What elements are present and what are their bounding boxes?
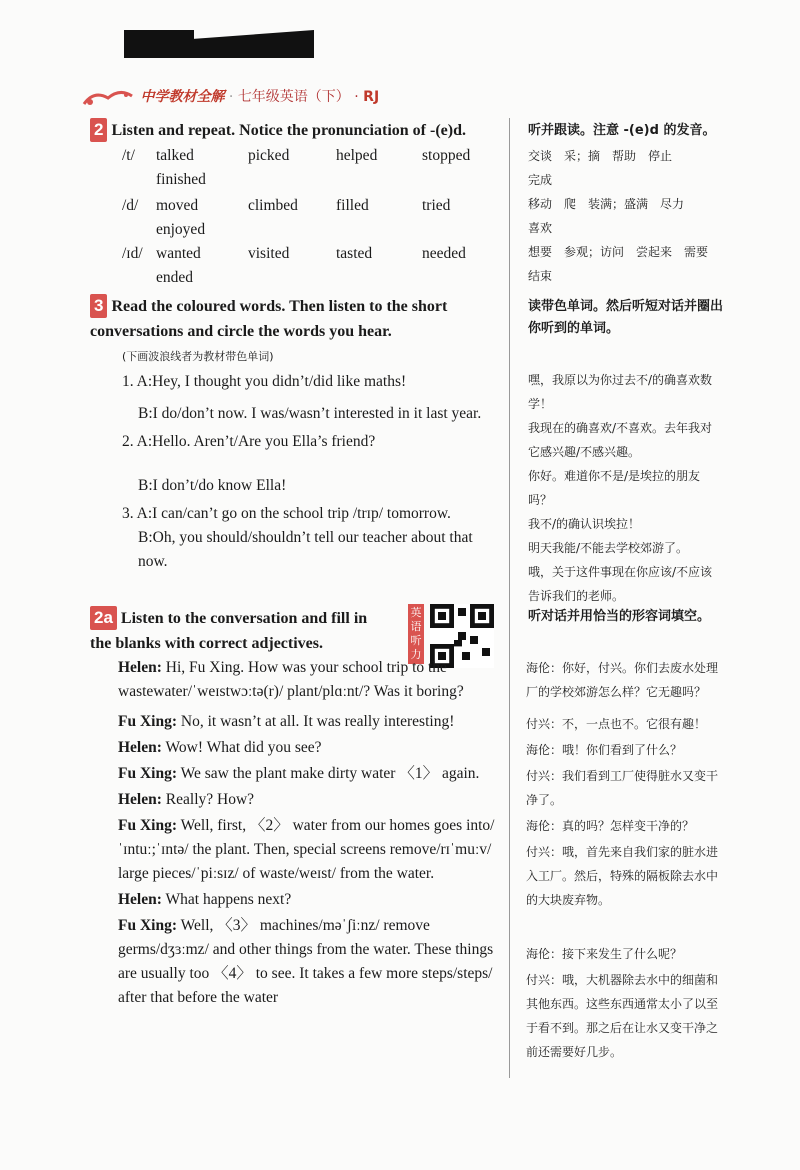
- dialogue-text: Well, first, 〈2〉 water from our homes goes into/ˈɪntuː;ˈɪntə/ the plant. Then, special screens remove/rɪˈmuːv/ large pieces/ˈpiːsɪz/ of waste/weɪst/ from the water.: [118, 817, 495, 882]
- task-2-heading: [90, 118, 466, 143]
- dialogue-text: We saw the plant make dirty water 〈1〉 again.: [180, 765, 480, 782]
- task-3-heading: [90, 294, 502, 344]
- pronunciation-row: /d/ moved climbed filled tried enjoyed: [122, 197, 451, 238]
- dialogue-line: Helen: Hi, Fu Xing. How was your school trip to the wastewater/ˈweɪstwɔːtə(r)/ plant/plɑːnt/? Was it boring?: [118, 659, 464, 700]
- task-2-translation: 听并跟读。注意 -(e)d 的发音。: [528, 123, 716, 138]
- dialogue-line: Helen: Really? How?: [118, 791, 255, 808]
- dialogue-translations: 海伦：你好，付兴。你们去废水处理厂的学校郊游怎么样？它无趣吗？ 付兴：不，一点也不。它很有趣！ 海伦：哦！你们看到了什么？ 付兴：我们看到工厂使得脏水又变干净了。 海伦：真的吗？怎样变干净的？ 付兴：哦，首先来自我们家的脏水进入工厂。然后，特殊的隔板除去水中的大块废弃物。 海伦：接下来发生了什么呢？ 付兴：哦，大机器除去水中的细菌和其他东西。这些东西通常太小了以至于看不到。那之后在让水又变干净之前还需要好几步。: [526, 661, 719, 1059]
- pronunciation-translations: 交谈 采；摘 帮助 停止 完成 移动 爬 装满；盛满 尽力 喜欢 想要 参观；访问 尝起来 需要 结束: [528, 149, 709, 283]
- speaker-name: Fu Xing: [118, 713, 172, 730]
- pronunciation-row: /ɪd/ wanted visited tasted needed ended: [122, 245, 466, 286]
- qr-label: 英语听力: [408, 604, 424, 664]
- task-3-translation: 读带色单词。然后听短对话并圈出你听到的单词。: [528, 299, 724, 336]
- task-instruction: Listen to the conversation and fill in the blanks with correct adjectives.: [90, 610, 368, 652]
- task-2a-translation: 听对话并用恰当的形容词填空。: [528, 609, 711, 624]
- speaker-name: Helen: [118, 659, 157, 676]
- dialogue-text: What happens next?: [165, 891, 292, 908]
- conversation-line: 2. A:Hello. Aren’t/Are you Ella’s friend?: [122, 433, 376, 450]
- book-edition: RJ: [363, 89, 380, 105]
- dialogue-text: Wow! What did you see?: [165, 739, 322, 756]
- dialogue-text: No, it wasn’t at all. It was really interesting!: [180, 713, 455, 730]
- speaker-name: Fu Xing: [118, 917, 172, 934]
- task-instruction: Read the coloured words. Then listen to the short conversations and circle the words you hear.: [90, 298, 448, 340]
- dialogue: [118, 656, 500, 1010]
- dialogue-line: Helen: What happens next?: [118, 891, 292, 908]
- dialogue-line: Fu Xing: Well, first, 〈2〉 water from our homes goes into/ˈɪntuː;ˈɪntə/ the plant. Then, special screens remove/rɪˈmuːv/ large pieces/ˈpiːsɪz/ of waste/weɪst/ from the water.: [118, 817, 495, 882]
- task-number-badge: 2: [90, 118, 107, 142]
- book-grade: 七年级英语（下）: [237, 89, 350, 105]
- conversation-line: 3. A:I can/can’t go on the school trip /trɪp/ tomorrow.: [122, 505, 451, 522]
- conversation-list: [122, 370, 500, 574]
- conversation-line: B:I do/don’t now. I was/wasn’t interested in it last year.: [138, 405, 482, 422]
- speaker-name: Helen: [118, 791, 157, 808]
- task-3-note: (下画波浪线者为教材带色单词): [122, 350, 274, 363]
- dialogue-line: Fu Xing: No, it wasn’t at all. It was really interesting!: [118, 713, 455, 730]
- dialogue-text: Well, 〈3〉 machines/məˈʃiːnz/ remove germs/dʒɜːmz/ and other things from the water. These things are usually too 〈4〉 to see. It takes a few more steps/steps/ after that before the water: [118, 917, 494, 1006]
- book-title: 中学教材全解: [140, 89, 225, 105]
- book-logo-icon: [80, 86, 136, 108]
- dialogue-line: Helen: Wow! What did you see?: [118, 739, 322, 756]
- dialogue-line: Fu Xing: We saw the plant make dirty water 〈1〉 again.: [118, 765, 480, 782]
- pronunciation-row: /t/ talked picked helped stopped finished: [122, 147, 471, 188]
- conversation-line: 1. A:Hey, I thought you didn’t/did like maths!: [122, 373, 407, 390]
- speaker-name: Fu Xing: [118, 817, 172, 834]
- task-number-badge: 3: [90, 294, 107, 318]
- page-corner-decoration-block: [124, 30, 194, 56]
- conversation-translations: 嘿，我原以为你过去不/的确喜欢数学！ 我现在的确喜欢/不喜欢。去年我对它感兴趣/不感兴趣。 你好。难道你不是/是埃拉的朋友吗？ 我不/的确认识埃拉！ 明天我能/不能去学校郊游了。 哦，关于这件事现在你应该/不应该告诉我们的老师。: [528, 373, 713, 603]
- dialogue-text: Really? How?: [165, 791, 255, 808]
- task-number-badge: 2a: [90, 606, 117, 630]
- dialogue-text: Hi, Fu Xing. How was your school trip to the wastewater/ˈweɪstwɔːtə(r)/ plant/plɑːnt/? Was it boring?: [118, 659, 464, 700]
- speaker-name: Helen: [118, 891, 157, 908]
- pronunciation-table: [122, 144, 502, 292]
- column-divider: [509, 118, 510, 1078]
- speaker-name: Fu Xing: [118, 765, 172, 782]
- task-2a-heading: [90, 606, 390, 656]
- conversation-line: B:I don’t/do know Ella!: [138, 477, 287, 494]
- speaker-name: Helen: [118, 739, 157, 756]
- task-instruction: Listen and repeat. Notice the pronunciation of -(e)d.: [111, 122, 466, 139]
- dialogue-line: Fu Xing: Well, 〈3〉 machines/məˈʃiːnz/ remove germs/dʒɜːmz/ and other things from the water. These things are usually too 〈4〉 to see. It takes a few more steps/steps/ after that before the water: [118, 917, 494, 1006]
- conversation-line: B:Oh, you should/shouldn’t tell our teacher about that now.: [138, 529, 473, 570]
- running-header: 中学教材全解 · 七年级英语（下） · RJ: [80, 86, 379, 108]
